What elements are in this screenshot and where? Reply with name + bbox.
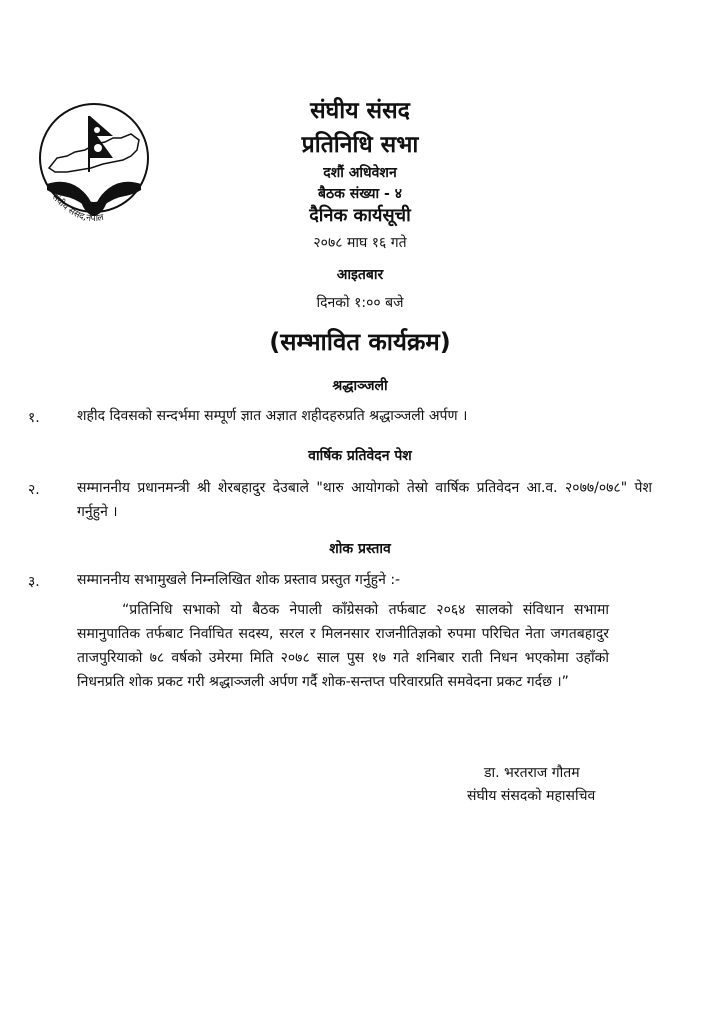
meeting-time: दिनको १:०० बजे [316,295,404,311]
item-1-number: १. [28,410,40,426]
meeting-number: बैठक संख्या - ४ [318,186,402,202]
item-1-heading: श्रद्धाञ्जली [332,378,388,394]
item-1-text: शहीद दिवसको सन्दर्भमा सम्पूर्ण ज्ञात अज्ञात शहीदहरुप्रति श्रद्धाञ्जली अर्पण । [77,408,468,424]
meeting-day: आइतबार [336,267,384,283]
parliament-title: संघीय संसद [310,98,410,124]
item-2-heading: वार्षिक प्रतिवेदन पेश [308,448,412,464]
item-3-heading: शोक प्रस्ताव [329,541,391,557]
signatory-name: डा. भरतराज गौतम [484,765,580,781]
item-3-text: सम्माननीय सभामुखले निम्नलिखित शोक प्रस्ताव प्रस्तुत गर्नुहुने :- [77,572,401,588]
house-title: प्रतिनिधि सभा [301,132,419,158]
program-title: (सम्भावित कार्यक्रम) [269,328,451,356]
condolence-resolution-text: “प्रतिनिधि सभाको यो बैठक नेपाली काँग्रेसको तर्फबाट २०६४ सालको संविधान सभामा समानुपातिक तर्फबाट निर्वाचित सदस्य, सरल र मिलनसार राजनीतिज्ञको रुपमा परिचित नेता जगतबहादुर ताजपुरियाको ७८ वर्षको उमेरमा मिति २०७८ साल पुस १७ गते शनिबार राती निधन भएकोमा उहाँको निधनप्रति शोक प्रकट गरी श्रद्धाञ्जली अर्पण गर्दै शोक-सन्तप्त परिवारप्रति समवेदना प्रकट गर्दछ ।” [77,602,609,690]
signatory-title: संघीय संसदको महासचिव [467,788,596,804]
agenda-title: दैनिक कार्यसूची [309,205,411,226]
item-2-text: सम्माननीय प्रधानमन्त्री श्री शेरबहादुर देउबाले "थारु आयोगको तेस्रो वार्षिक प्रतिवेदन आ.व. २०७७/०७८" पेश गर्नुहुने । [77,480,652,520]
session-label: दशौं अधिवेशन [323,165,397,181]
emblem-caption: संघीय संसद,नेपाल [49,192,105,225]
meeting-date: २०७८ माघ १६ गते [313,235,407,251]
item-3-number: ३. [28,574,40,590]
item-2-number: २. [28,482,40,498]
